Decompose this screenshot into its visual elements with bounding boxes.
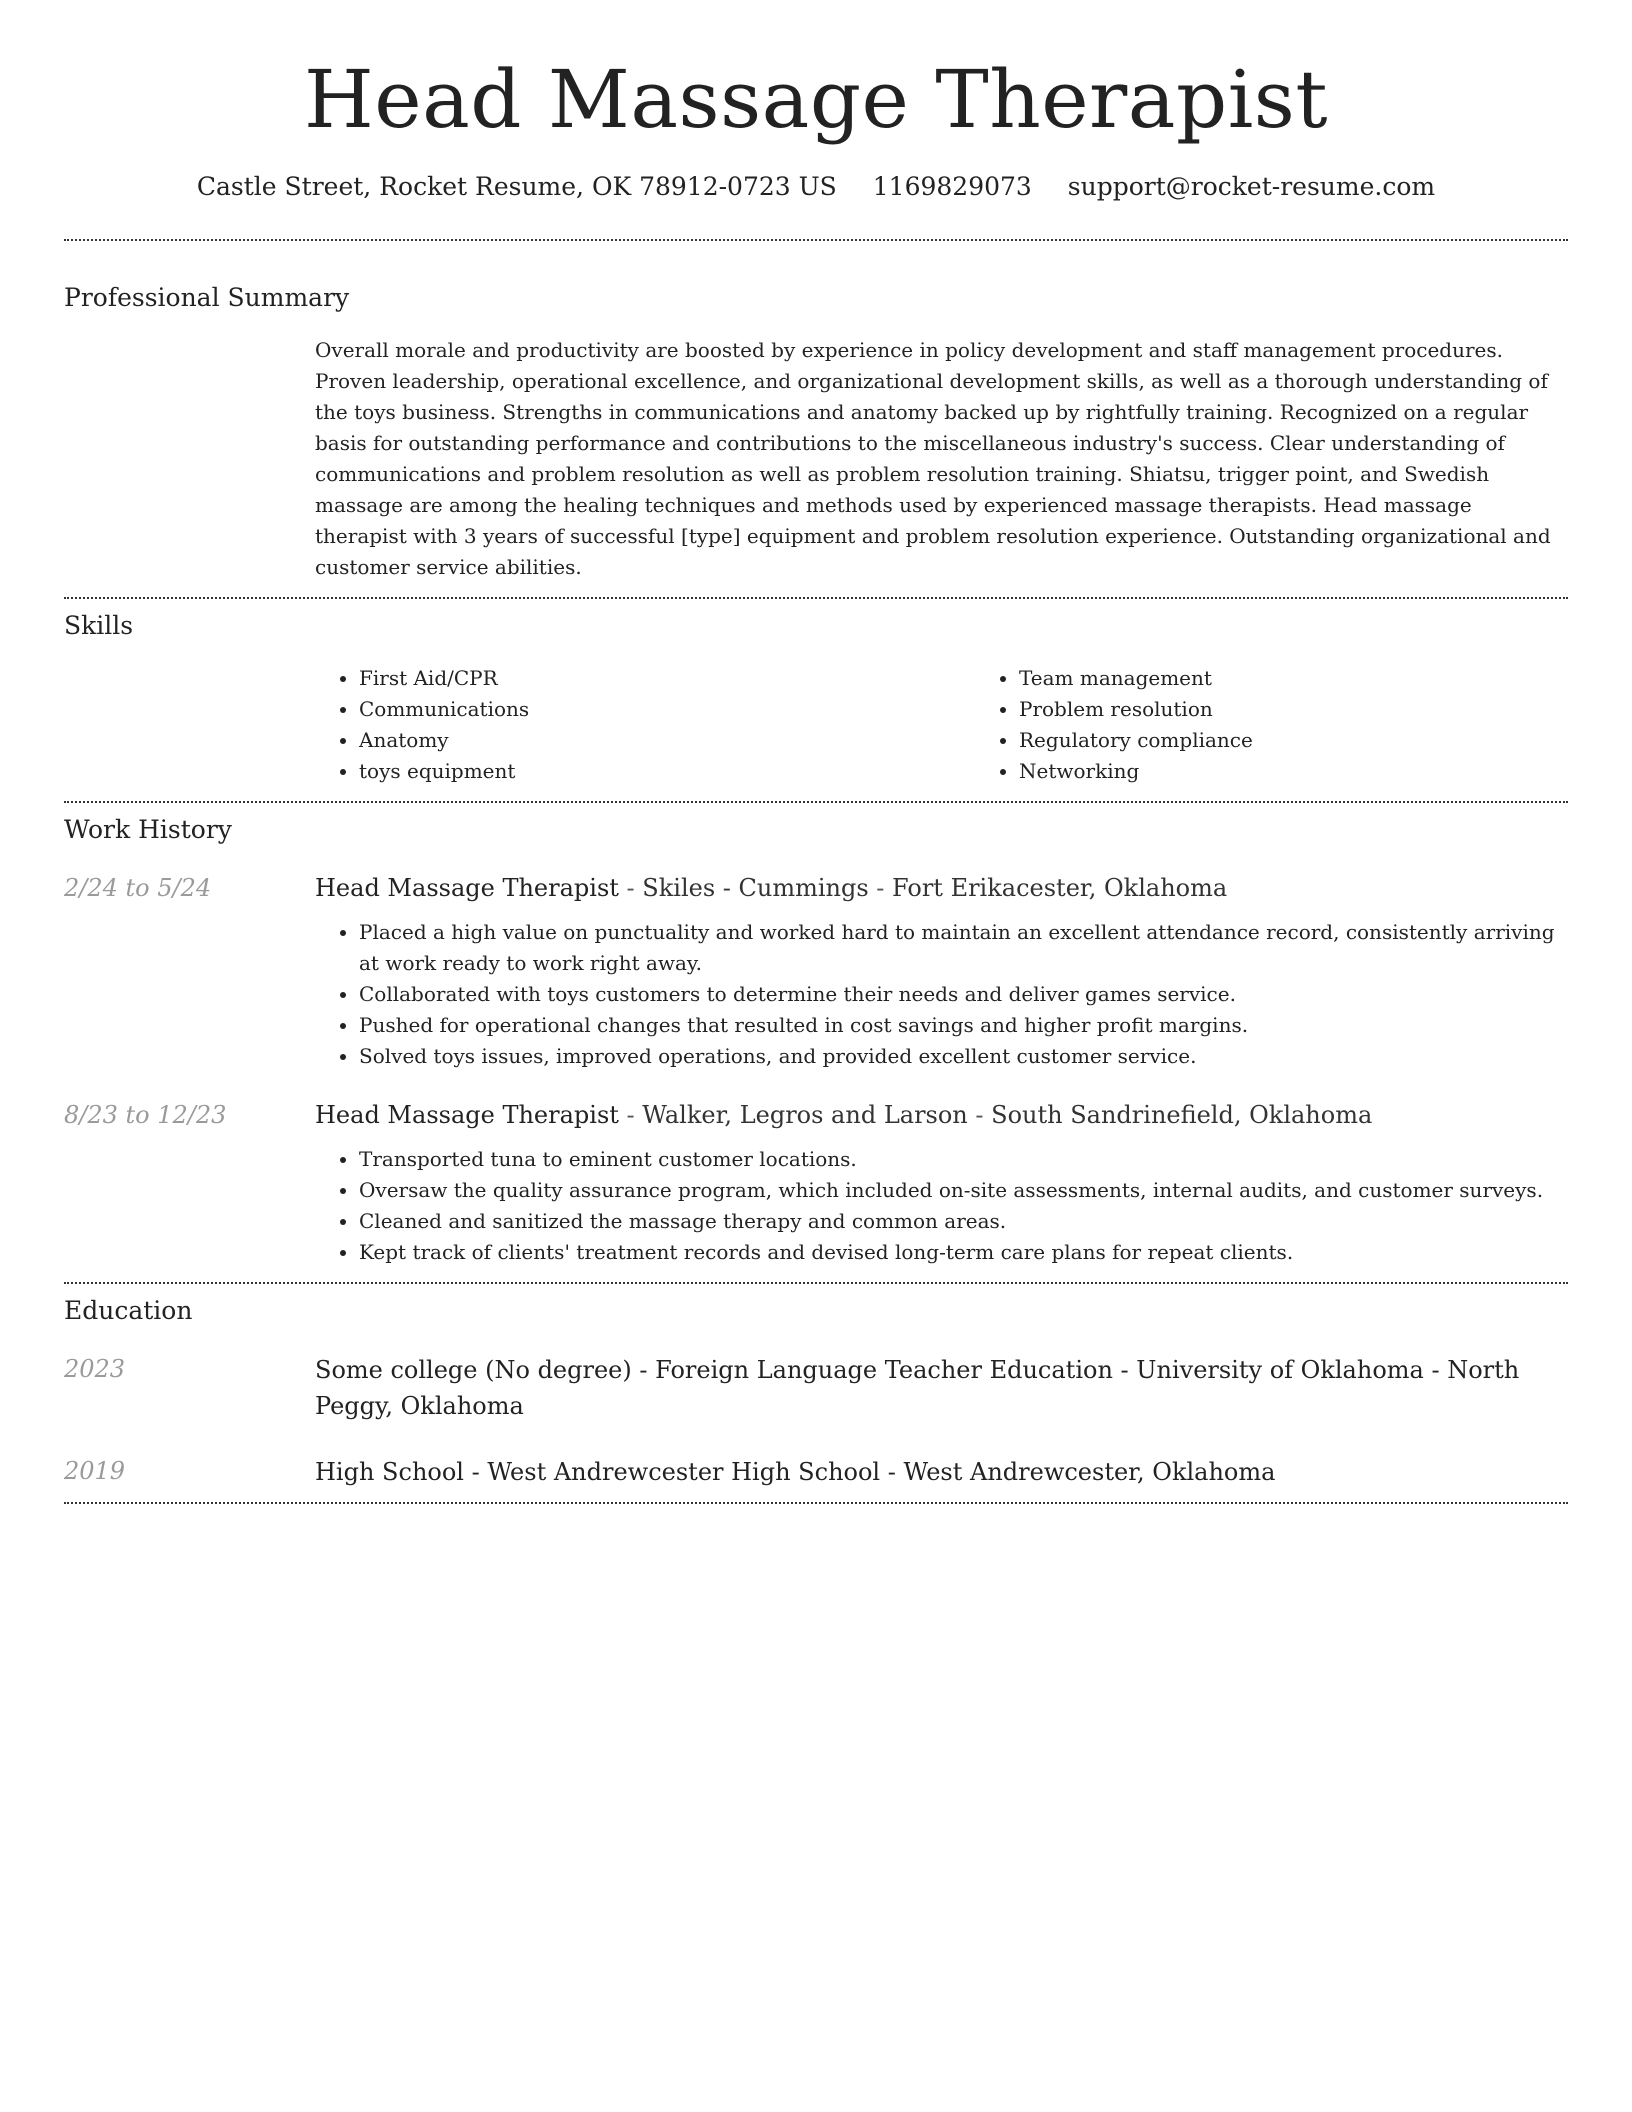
job-location: Fort Erikacester, Oklahoma	[892, 874, 1228, 902]
separator: -	[631, 1356, 656, 1384]
job-title: Head Massage Therapist	[315, 1101, 619, 1129]
job-bullets	[315, 917, 1568, 1072]
education-entry	[64, 1352, 1568, 1424]
section-title-education: Education	[64, 1296, 193, 1325]
separator: -	[967, 1101, 992, 1129]
education-entry	[64, 1454, 1568, 1490]
education-year: 2019	[64, 1457, 126, 1485]
job-entry	[64, 1098, 1568, 1268]
skills-list-left	[315, 663, 975, 787]
job-bullet: • Cleaned and sanitized the massage therapy and common areas.	[359, 1206, 1568, 1237]
separator: -	[880, 1458, 904, 1486]
skill-item: • Communications	[359, 694, 975, 725]
separator: -	[463, 1458, 488, 1486]
separator: -	[618, 874, 643, 902]
separator: -	[868, 874, 893, 902]
education-heading	[315, 1352, 1568, 1424]
job-bullet: • Solved toys issues, improved operations, and provided excellent customer service.	[359, 1041, 1568, 1072]
summary-text: Overall morale and productivity are boosted by experience in policy development and staff management procedures. Proven leadership, operational excellence, and organizational development skills, as well as a thorough understanding of the toys business. Strengths in communications and anatomy backed up by rightfully training. Recognized on a regular basis for outstanding performance and contributions to the miscellaneous industry's success. Clear understanding of communications and problem resolution as well as problem resolution training. Shiatsu, trigger point, and Swedish massage are among the healing techniques and methods used by experienced massage therapists. Head massage therapist with 3 years of successful [type] equipment and problem resolution experience. Outstanding organizational and customer service abilities.	[315, 338, 1551, 579]
contact-line	[64, 170, 1568, 204]
job-bullet: • Kept track of clients' treatment records and devised long-term care plans for repeat clients.	[359, 1237, 1568, 1268]
skill-item: • Regulatory compliance	[1019, 725, 1632, 756]
skill-item: • Anatomy	[359, 725, 975, 756]
divider	[64, 1502, 1568, 1504]
separator: -	[618, 1101, 643, 1129]
job-bullet: • Collaborated with toys customers to determine their needs and deliver games service.	[359, 979, 1568, 1010]
divider	[64, 597, 1568, 599]
job-bullet: • Placed a high value on punctuality and worked hard to maintain an excellent attendance record, consistently arriving at work ready to work right away.	[359, 917, 1568, 979]
summary-section	[64, 281, 1568, 583]
skill-item: • Problem resolution	[1019, 694, 1632, 725]
education-location: North Peggy, Oklahoma	[315, 1356, 1520, 1420]
section-title-skills: Skills	[64, 611, 134, 640]
education-location: West Andrewcester, Oklahoma	[903, 1458, 1276, 1486]
section-title-summary: Professional Summary	[64, 283, 350, 312]
divider	[64, 801, 1568, 803]
education-degree: Some college (No degree)	[315, 1356, 632, 1384]
education-year: 2023	[64, 1355, 126, 1383]
contact-address: Castle Street, Rocket Resume, OK 78912-0723 US	[196, 172, 837, 201]
job-company: Walker, Legros and Larson	[642, 1101, 968, 1129]
divider	[64, 239, 1568, 241]
job-bullet: • Pushed for operational changes that resulted in cost savings and higher profit margins.	[359, 1010, 1568, 1041]
education-section	[64, 1294, 1568, 1490]
education-heading	[315, 1454, 1568, 1490]
section-title-work-history: Work History	[64, 815, 232, 844]
job-bullet: • Oversaw the quality assurance program, which included on-site assessments, internal audits, and customer surveys.	[359, 1175, 1568, 1206]
contact-email: support@rocket-resume.com	[1067, 172, 1436, 201]
separator: -	[1423, 1356, 1448, 1384]
job-bullet: • Transported tuna to eminent customer locations.	[359, 1144, 1568, 1175]
job-bullets	[315, 1144, 1568, 1268]
job-heading	[315, 871, 1568, 905]
candidate-name: Head Massage Therapist	[303, 53, 1328, 146]
work-history-section	[64, 813, 1568, 1268]
job-entry	[64, 871, 1568, 1072]
education-school: University of Oklahoma	[1136, 1356, 1424, 1384]
divider	[64, 1282, 1568, 1284]
separator: -	[1112, 1356, 1137, 1384]
skills-section	[64, 609, 1568, 787]
education-school: West Andrewcester High School	[487, 1458, 881, 1486]
education-degree: High School	[315, 1458, 464, 1486]
contact-phone: 1169829073	[872, 172, 1032, 201]
skills-list-right	[975, 663, 1632, 787]
job-heading	[315, 1098, 1568, 1132]
job-dates: 8/23 to 12/23	[64, 1101, 227, 1129]
job-title: Head Massage Therapist	[315, 874, 619, 902]
job-dates: 2/24 to 5/24	[64, 874, 212, 902]
skill-item: • Team management	[1019, 663, 1632, 694]
skill-item: • toys equipment	[359, 756, 975, 787]
education-field: Foreign Language Teacher Education	[655, 1356, 1113, 1384]
job-company: Skiles - Cummings	[642, 874, 869, 902]
job-location: South Sandrinefield, Oklahoma	[991, 1101, 1373, 1129]
skill-item: • First Aid/CPR	[359, 663, 975, 694]
skill-item: • Networking	[1019, 756, 1632, 787]
